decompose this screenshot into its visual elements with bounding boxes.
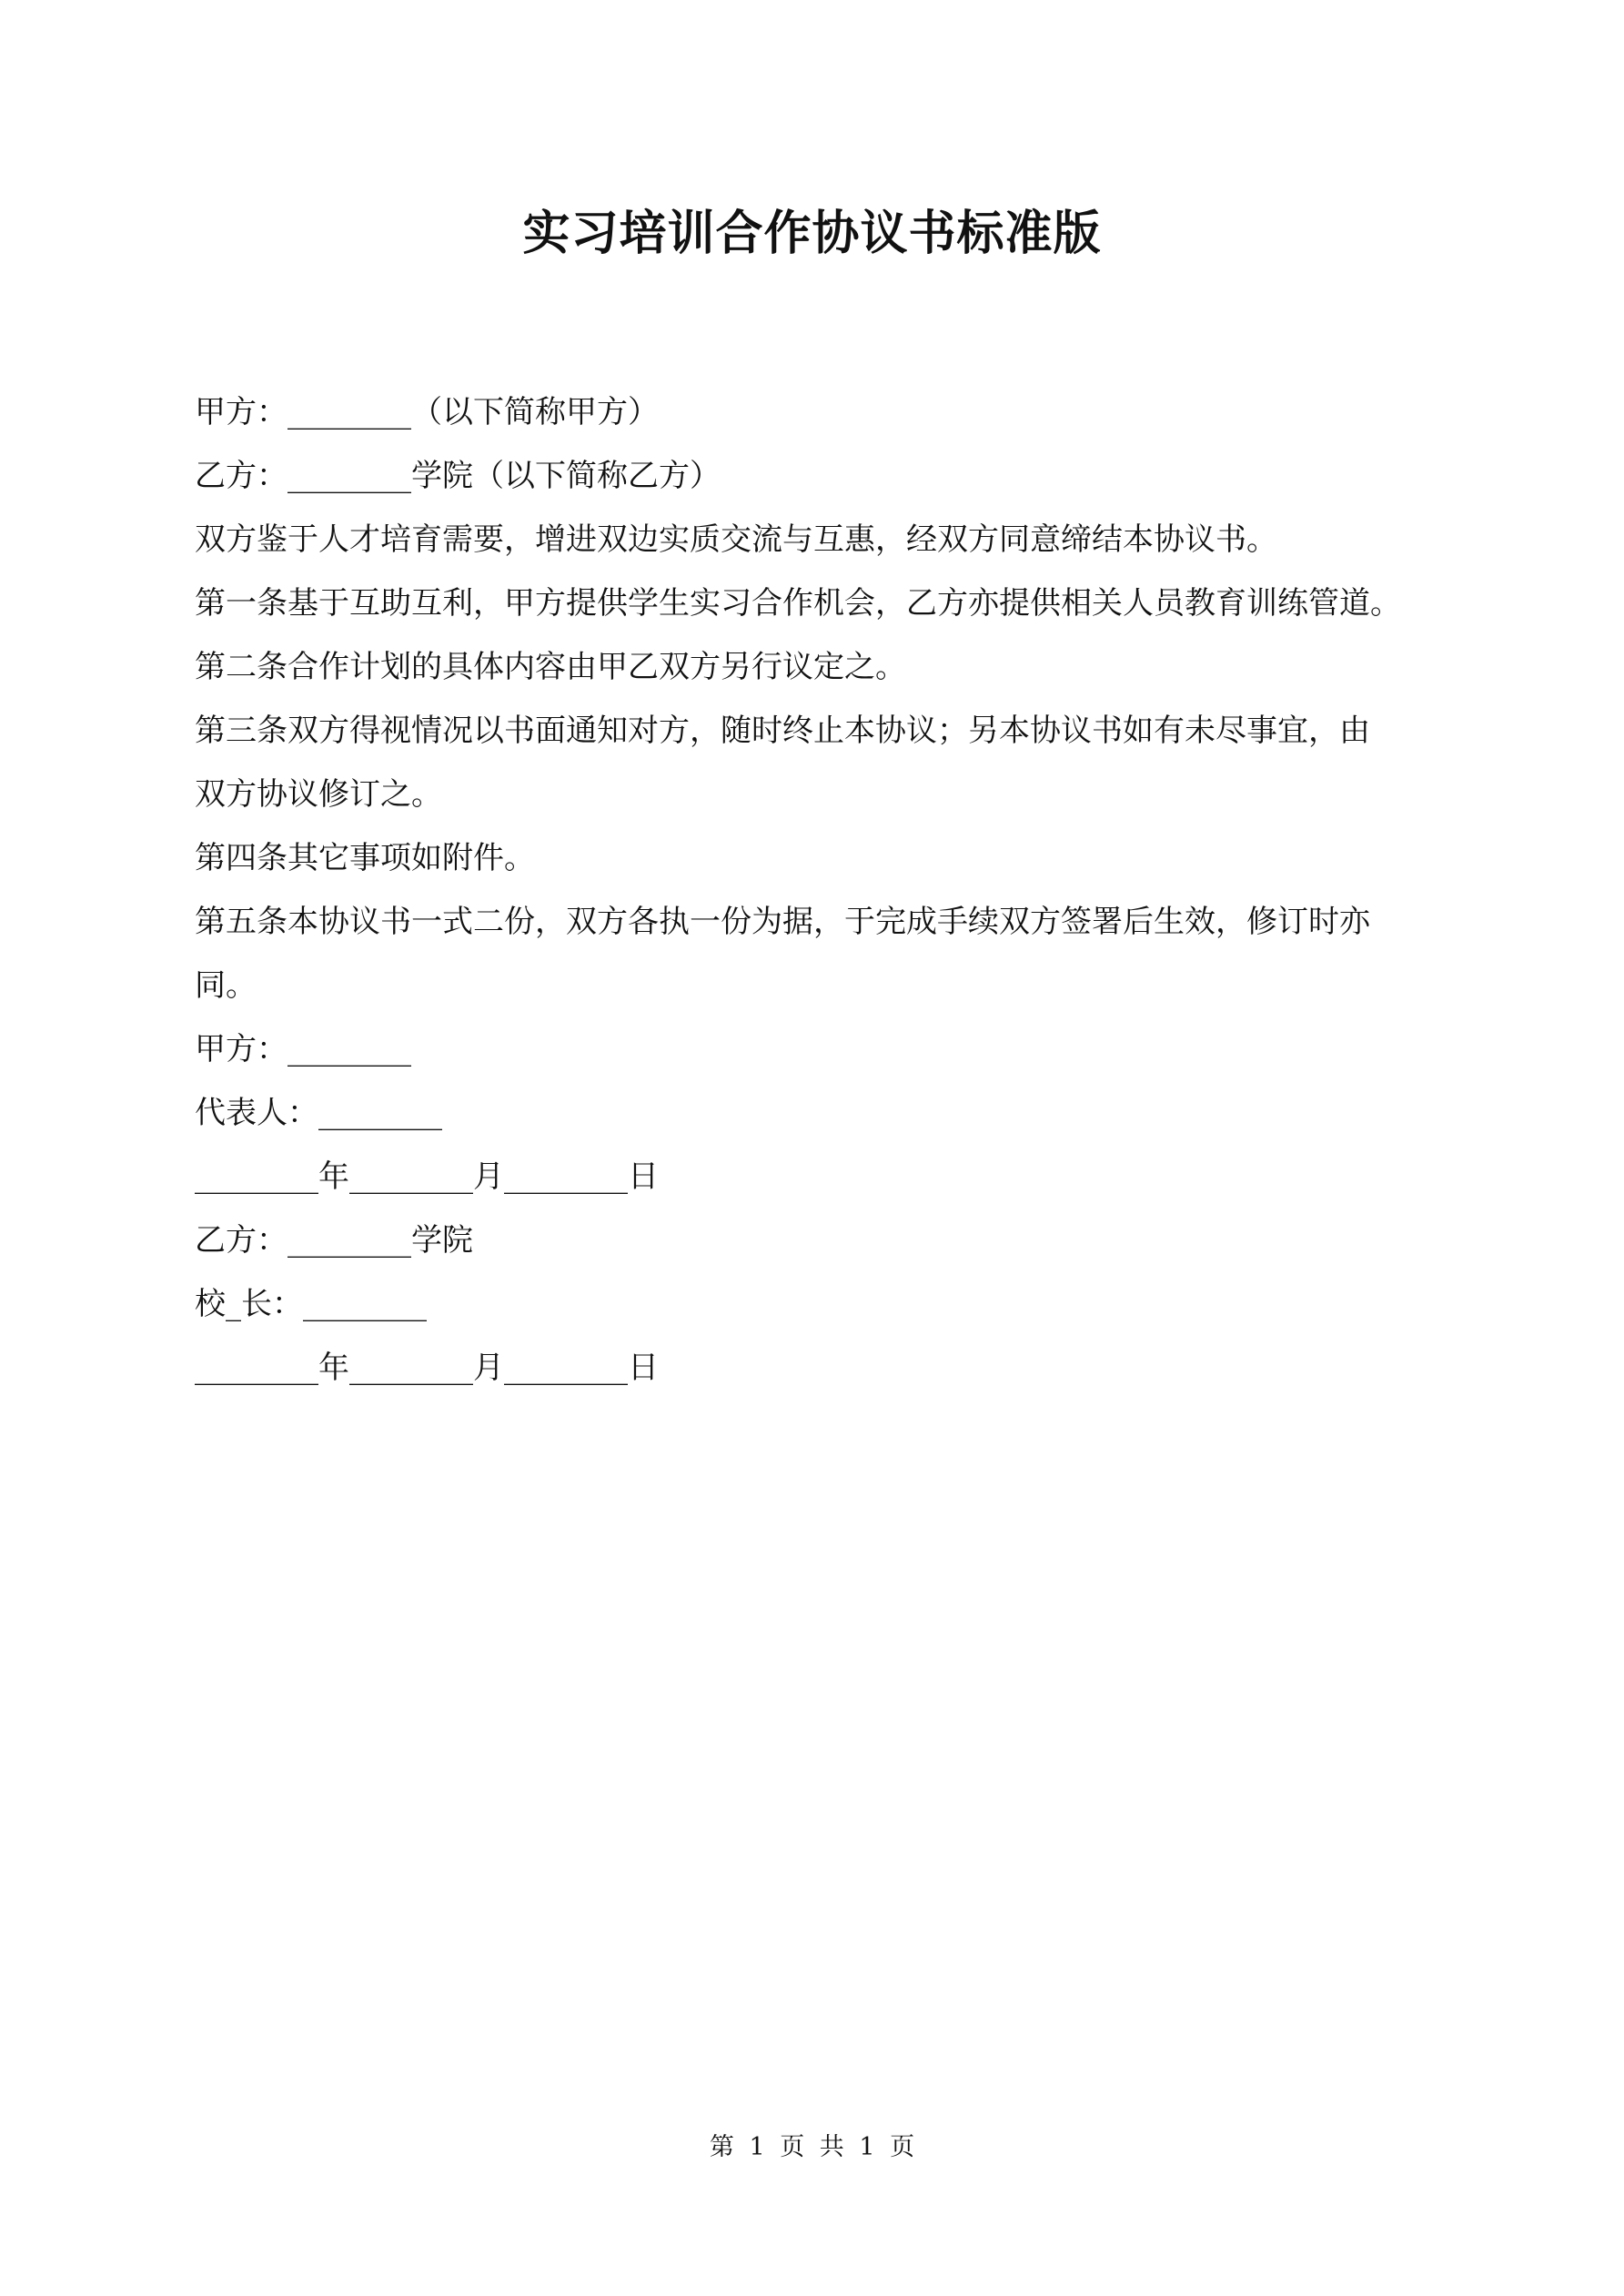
article-5-line-2: 同。 xyxy=(195,967,257,1004)
article-4: 第四条其它事项如附件。 xyxy=(195,840,535,876)
signature-party-b: 乙方：________学院 xyxy=(195,1222,473,1259)
signature-date-a: ________年________月________日 xyxy=(195,1158,659,1195)
article-3-line-2: 双方协议修订之。 xyxy=(195,776,442,813)
document-body xyxy=(195,380,1450,1400)
article-2: 第二条合作计划的具体内容由甲乙双方另行议定之。 xyxy=(195,649,906,685)
page-number-footer: 第 1 页 共 1 页 xyxy=(709,2133,915,2161)
signature-party-a: 甲方：________ xyxy=(195,1031,411,1067)
party-a-line: 甲方：________（以下简称甲方） xyxy=(195,394,659,430)
preamble-paragraph: 双方鉴于人才培育需要，增进双边实质交流与互惠，经双方同意缔结本协议书。 xyxy=(195,521,1277,558)
article-3-line-1: 第三条双方得视情况以书面通知对方，随时终止本协议；另本协议书如有未尽事宜，由 xyxy=(195,713,1370,749)
article-1: 第一条基于互助互利，甲方提供学生实习合作机会，乙方亦提供相关人员教育训练管道。 xyxy=(195,585,1401,622)
document-title: 实习培训合作协议书标准版 xyxy=(522,206,1102,261)
article-5-line-1: 第五条本协议书一式二份，双方各执一份为据，于完成手续双方签署后生效，修订时亦 xyxy=(195,904,1370,940)
signature-representative: 代表人：________ xyxy=(195,1095,442,1131)
signature-date-b: ________年________月________日 xyxy=(195,1350,659,1386)
signature-principal: 校_长：________ xyxy=(195,1286,427,1322)
party-b-line: 乙方：________学院（以下简称乙方） xyxy=(195,458,721,494)
